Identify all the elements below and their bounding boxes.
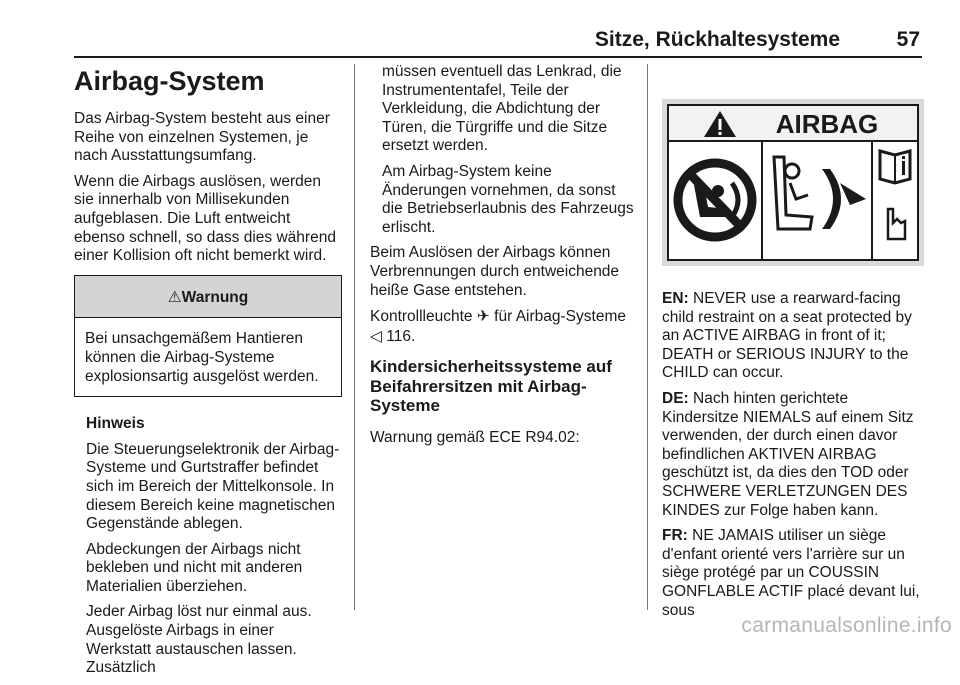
german-label: DE:	[662, 389, 689, 407]
warning-heading	[75, 276, 341, 319]
warning-heading-text: Warnung	[181, 288, 249, 306]
deploy-paragraph: Wenn die Airbags auslösen, werden sie innerhalb von Millisekunden aufgeblasen. Die Luft entweicht ebenso schnell, so dass dies während einer Kollision oft nicht bemerkt wird.	[74, 172, 336, 265]
intro-paragraph: Das Airbag-System besteht aus einer Reihe von einzelnen Systemen, je nach Ausstattungsumfang.	[74, 110, 330, 165]
indicator-paragraph	[370, 307, 638, 346]
column-3	[662, 290, 924, 627]
hint-block	[74, 415, 342, 678]
airbag-label-graphic	[662, 99, 924, 266]
hint-paragraph-3: Jeder Airbag löst nur einmal aus. Ausgelöste Airbags in einer Werkstatt austauschen lassen. Zusätzlich	[86, 603, 312, 677]
indicator-prefix: Kontrollleuchte	[370, 308, 473, 326]
indicator-suffix: für Airbag-Systeme	[494, 308, 626, 326]
page-reference-link[interactable]: 116.	[386, 327, 416, 345]
hint-paragraph-3-continued: müssen eventuell das Lenkrad, die Instrumententafel, Teile der Verkleidung, die Abdichtung der Türen, die Türgriffe und die Sitze ersetzt werden.	[382, 63, 622, 155]
hint-paragraph-2: Abdeckungen der Airbags nicht bekleben und nicht mit anderen Materialien überziehen.	[86, 540, 303, 595]
label-banner-text: AIRBAG	[775, 109, 879, 139]
english-text: NEVER use a rearward-facing child restraint on a seat protected by an ACTIVE AIRBAG in front of it; DEATH or SERIOUS INJURY to the CHILD can occur.	[662, 290, 912, 382]
hint-paragraph-1: Die Steuerungselektronik der Airbag-Systeme und Gurtstraffer befindet sich im Bereich der Mittelkonsole. In diesem Bereich keine magnetischen Gegenstände ablegen.	[86, 440, 340, 533]
airbag-indicator-icon: ✈	[476, 307, 490, 326]
column-divider-1	[354, 64, 355, 610]
section-title: Airbag-System	[74, 66, 265, 96]
child-seat-subheading: Kindersicherheitssysteme auf Beifahrersitzen mit Airbag-Systeme	[370, 357, 612, 416]
warning-text: Bei unsachgemäßem Hantieren können die Airbag-Systeme explosionsartig ausgelöst werden.	[85, 330, 319, 385]
hint-label: Hinweis	[86, 415, 145, 433]
watermark: carmanualsonline.info	[741, 614, 952, 637]
english-label: EN:	[662, 290, 689, 307]
warning-box	[74, 275, 342, 397]
header-title: Sitze, Rückhaltesysteme	[594, 28, 840, 51]
page-reference-icon: ◁	[370, 326, 382, 345]
no-rear-facing-seat-icon	[678, 163, 752, 237]
warning-triangle-icon: ⚠	[167, 287, 182, 306]
ece-warning-text: Warnung gemäß ECE R94.02:	[370, 428, 580, 446]
french-warning	[662, 527, 924, 620]
page-number: 57	[896, 28, 920, 51]
column-2	[370, 63, 638, 454]
hint-paragraph-4: Am Airbag-System keine Änderungen vornehmen, da sonst die Betriebserlaubnis des Fahrzeugs erlischt.	[382, 162, 634, 236]
english-warning	[662, 290, 924, 383]
hint-continuation	[370, 63, 638, 237]
hot-gases-paragraph: Beim Auslösen der Airbags können Verbrennungen durch entweichende heiße Gase entstehen.	[370, 244, 620, 299]
header-rule	[74, 56, 922, 58]
airbag-warning-label	[662, 99, 924, 266]
column-1	[74, 60, 342, 685]
german-warning	[662, 390, 924, 520]
german-text: Nach hinten gerichtete Kindersitze NIEMALS auf einem Sitz verwenden, der durch einen davor befindlichen AKTIVEN AIRBAG geschützt ist, da dies den TOD oder SCHWERE VERLETZUNGEN DES KINDES zur Folge haben kann.	[662, 389, 914, 519]
french-label: FR:	[662, 527, 688, 545]
french-text: NE JAMAIS utiliser un siège d'enfant orienté vers l'arrière sur un siège protégé par un COUSSIN GONFLABLE ACTIF placé devant lui, sous	[662, 527, 920, 619]
column-divider-2	[647, 64, 648, 610]
